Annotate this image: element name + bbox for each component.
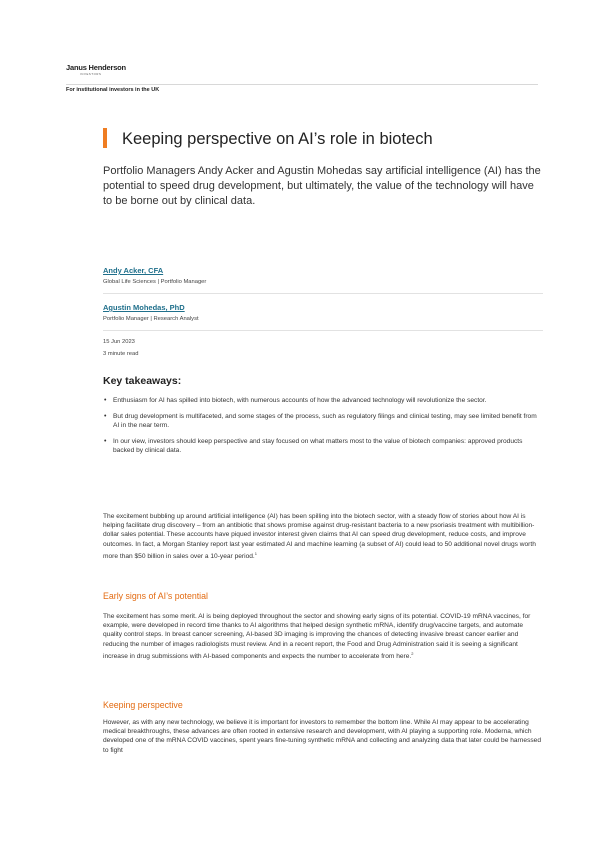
brand-name: Janus Henderson <box>66 63 126 72</box>
author-role-acker: Global Life Sciences | Portfolio Manager <box>103 279 207 285</box>
key-takeaways-list <box>103 396 543 462</box>
publish-date: 15 Jun 2023 <box>103 339 135 345</box>
header-divider <box>66 84 538 85</box>
takeaway-item: • In our view, investors should keep perspective and stay focused on what matters most to the value of biotech companies: approved products backed by clinical data. <box>103 437 543 455</box>
body-paragraph-text: The excitement bubbling up around artificial intelligence (AI) has been spilling into the biotech sector, with a steady flow of stories about how AI is helping facilitate drug discovery – from an antibiotic that shows promise against drug-resistant bacteria to a new psoriasis treatment with multibillion-dollar sales potential. These accounts have piqued investor interest given claims that AI can speed drug development, reduce costs, and improve outcomes. In fact, a Morgan Stanley report last year estimated AI and machine learning (a subset of AI) could lead to 50 additional novel drugs worth more than $50 billion in sales over a 10-year period. <box>103 513 536 560</box>
brand-subtitle: INVESTORS <box>80 72 102 76</box>
read-time: 3 minute read <box>103 351 139 357</box>
article-intro: Portfolio Managers Andy Acker and Agustin Mohedas say artificial intelligence (AI) has the potential to speed drug development, but ultimately, the value of the technology will have to be borne out by clinical data. <box>103 165 541 207</box>
section-heading: Early signs of AI’s potential <box>103 591 208 601</box>
article-title: Keeping perspective on AI’s role in biotech <box>122 130 433 148</box>
footnote-ref[interactable]: 2 <box>411 650 414 656</box>
key-takeaways-heading: Key takeaways: <box>103 375 182 387</box>
takeaway-item: • Enthusiasm for AI has spilled into biotech, with numerous accounts of how the advanced technology will revolutionize the sector. <box>103 396 543 405</box>
author-link-acker[interactable]: Andy Acker, CFA <box>103 266 164 275</box>
section-heading: Keeping perspective <box>103 700 183 710</box>
author-divider <box>103 293 543 294</box>
body-paragraph-text: The excitement has some merit. AI is being deployed throughout the sector and showing early signs of its potential. COVID-19 mRNA vaccines, for example, were developed in record time thanks to AI algorithms that helped design synthetic mRNA, identify drug/vaccine targets, and automate quality control steps. In breast cancer screening, AI-based 3D imaging is improving the chances of detecting invasive breast cancer earlier and reducing the number of images radiologists must review. And in a recent report, the Food and Drug Administration said it is seeing a significant increase in drug submissions with AI-based components and expects the number to accelerate from here. <box>103 613 531 660</box>
title-accent-bar <box>103 128 107 148</box>
author-divider <box>103 330 543 331</box>
audience-label: For institutional investors in the UK <box>66 87 160 93</box>
janus-henderson-logo <box>66 63 126 76</box>
footnote-ref[interactable]: 1 <box>254 550 257 556</box>
author-role-mohedas: Portfolio Manager | Research Analyst <box>103 316 199 322</box>
body-paragraph <box>103 512 543 561</box>
takeaway-item: • But drug development is multifaceted, and some stages of the process, such as regulatory filings and clinical testing, may see limited benefit from AI in the near term. <box>103 412 543 430</box>
body-paragraph: However, as with any new technology, we believe it is important for investors to remember the bottom line. While AI may appear to be accelerating medical breakthroughs, these advances are often rooted in extensive research and development, with AI playing a supporting role. Moderna, which developed one of the mRNA COVID vaccines, spent years fine-tuning synthetic mRNA and collecting and analyzing data that later could be harnessed to fight <box>103 719 542 754</box>
author-link-mohedas[interactable]: Agustin Mohedas, PhD <box>103 303 185 312</box>
body-paragraph <box>103 612 543 661</box>
